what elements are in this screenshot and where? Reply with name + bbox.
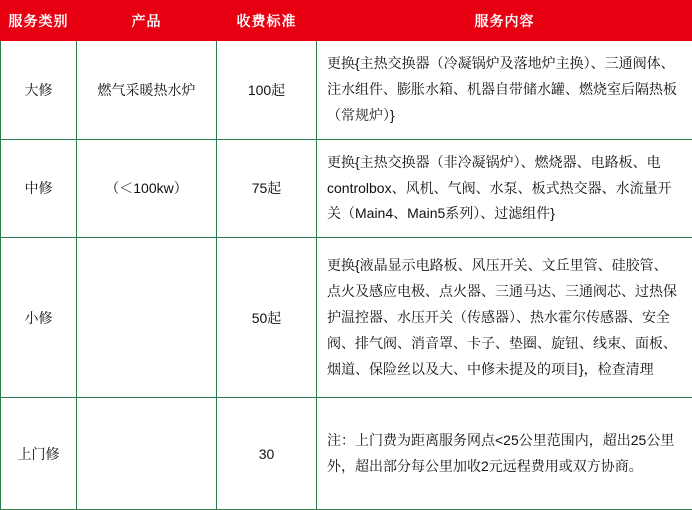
table-header-row [1,1,692,41]
cell-category: 大修 [1,41,77,140]
table-row [1,238,692,398]
cell-product [77,398,217,510]
header-service-content: 服务内容 [317,1,692,41]
cell-product: 燃气采暖热水炉 [77,41,217,140]
cell-content: 更换{主热交换器（冷凝锅炉及落地炉主换）、三通阀体、注水组件、膨胀水箱、机器自带储水罐、燃烧室后隔热板（常规炉）} [317,41,692,140]
cell-product: （＜100kw） [77,139,217,238]
table-row [1,398,692,510]
cell-price: 75起 [217,139,317,238]
cell-category: 上门修 [1,398,77,510]
table-row [1,139,692,238]
table-header [1,1,692,41]
cell-content: 更换{液晶显示电路板、风压开关、文丘里管、硅胶管、点火及感应电极、点火器、三通马达、三通阀芯、过热保护温控器、水压开关（传感器）、热水霍尔传感器、安全阀、排气阀、消音罩、卡子、垫圈、旋钮、线束、面板、烟道、保险丝以及大、中修未提及的项目}，检查清理 [317,238,692,398]
header-service-category: 服务类别 [1,1,77,41]
header-product: 产品 [77,1,217,41]
table-body [1,41,692,510]
cell-price: 100起 [217,41,317,140]
cell-content: 更换{主热交换器（非冷凝锅炉）、燃烧器、电路板、电controlbox、风机、气阀、水泵、板式热交器、水流量开关（Main4、Main5系列）、过滤组件} [317,139,692,238]
cell-category: 中修 [1,139,77,238]
cell-content: 注：上门费为距离服务网点<25公里范围内，超出25公里外，超出部分每公里加收2元远程费用或双方协商。 [317,398,692,510]
header-price-standard: 收费标准 [217,1,317,41]
cell-price: 30 [217,398,317,510]
cell-product [77,238,217,398]
cell-category: 小修 [1,238,77,398]
table-row [1,41,692,140]
cell-price: 50起 [217,238,317,398]
